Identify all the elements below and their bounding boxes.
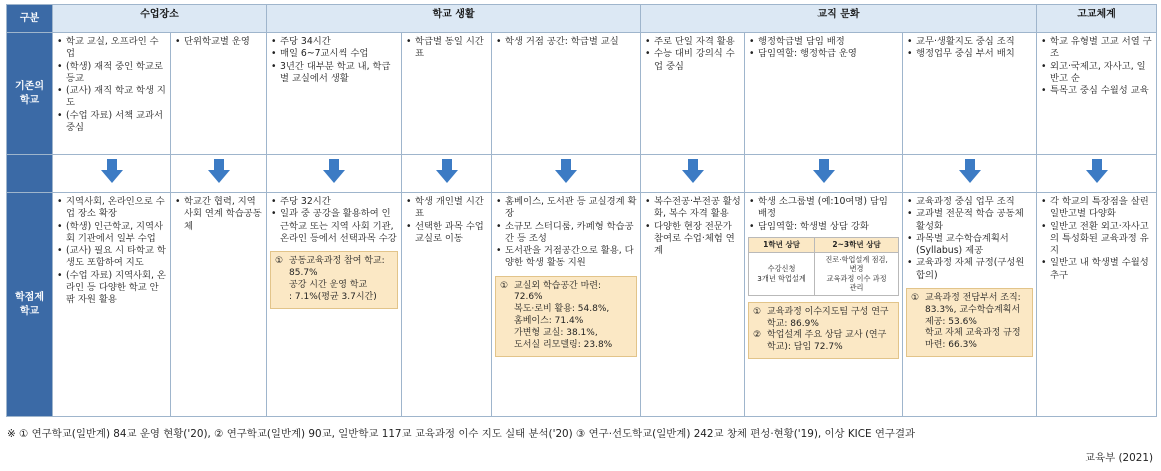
bullet-item: • 담임역할: 행정학급 운영 [748, 48, 899, 60]
bullet-list [495, 196, 637, 270]
box-number: ② [753, 330, 762, 341]
down-arrow-icon [555, 159, 577, 183]
bullet-item: • 일반고 내 학생별 수월성 추구 [1040, 257, 1153, 282]
bullet-list [1040, 196, 1153, 282]
bullet-item: • (수업 자료) 서책 교과서 중심 [56, 110, 167, 135]
bullet-list [174, 196, 263, 233]
after-cell [492, 193, 641, 417]
subtable-cell-grade1 [749, 252, 815, 295]
subtable-cell-grade23 [815, 252, 899, 295]
header-col-classroom: 수업장소 [53, 5, 267, 33]
subtable-text-grade1: 수강신청 3개년 학업설계 [757, 264, 806, 283]
bullet-item: • 학생 거점 공간: 학급별 교실 [495, 36, 637, 48]
arrow-cell [171, 155, 267, 193]
bullet-item: • 수능 대비 강의식 수업 중심 [644, 48, 741, 73]
box-line: 학업설계 주요 상담 교사 (연구학교): 담임 72.7% [767, 330, 887, 353]
arrow-cell [53, 155, 171, 193]
bullet-item: • 소규모 스터디룸, 카페형 학습공간 등 조성 [495, 221, 637, 246]
bullet-item: • 일과 중 공강을 활용하여 인근학교 또는 지역 사회 기관, 온라인 등에서 선택과목 수강 [270, 208, 398, 245]
row-label-before [7, 33, 53, 155]
before-cell [492, 33, 641, 155]
bullet-list [906, 196, 1033, 282]
box-line: 교실외 학습공간 마련: 72.6% [514, 280, 602, 303]
before-cell [402, 33, 492, 155]
bullet-item: • (교사) 재직 학교 학생 지도 [56, 85, 167, 110]
box-number: ① [500, 280, 509, 291]
bullet-list [174, 36, 263, 48]
box-line: 도서실 리모델링: 23.8% [514, 339, 613, 350]
row-label-before-text: 기존의 학교 [15, 81, 44, 106]
arrow-row [7, 155, 1157, 193]
after-cell [745, 193, 903, 417]
source-citation: 교육부 (2021) [1085, 452, 1153, 464]
bullet-item: • 지역사회, 온라인으로 수업 장소 확장 [56, 196, 167, 221]
bullet-list [270, 196, 398, 245]
after-cell [267, 193, 402, 417]
box-number: ① [275, 256, 284, 267]
bullet-item: • 주당 32시간 [270, 196, 398, 208]
bullet-item: • 담임역할: 학생별 상담 강화 [748, 221, 899, 233]
bullet-list [644, 36, 741, 73]
down-arrow-icon [101, 159, 123, 183]
header-col-school-life: 학교 생활 [267, 5, 641, 33]
down-arrow-icon [682, 159, 704, 183]
after-cell [53, 193, 171, 417]
bullet-item: • (학생) 재적 중인 학교로 등교 [56, 61, 167, 86]
comparison-table [6, 4, 1157, 417]
box-line: 교육과정 이수지도팀 구성 연구학교: 86.9% [767, 306, 889, 329]
after-cell [171, 193, 267, 417]
down-arrow-icon [208, 159, 230, 183]
bullet-item: • 교과별 전문적 학습 공동체 활성화 [906, 208, 1033, 233]
bullet-item: • 선택한 과목 수업 교실로 이동 [405, 221, 488, 246]
after-cell [1037, 193, 1157, 417]
bullet-item: • 각 학교의 특장점을 살린 일반고별 다양화 [1040, 196, 1153, 221]
stat-box [748, 302, 899, 360]
bullet-item: • 일반고 전환 외고·자사고의 특성화된 교육과정 유지 [1040, 221, 1153, 258]
down-arrow-icon [1086, 159, 1108, 183]
arrow-cell [1037, 155, 1157, 193]
after-row [7, 193, 1157, 417]
comparison-table-wrap [6, 4, 1156, 417]
bullet-item: • 3년간 대부분 학교 내, 학급별 교실에서 생활 [270, 61, 398, 86]
arrow-cell [402, 155, 492, 193]
bullet-item: • 복수전공·부전공 활성화, 복수 자격 활용 [644, 196, 741, 221]
arrow-row-label [7, 155, 53, 193]
bullet-list [270, 36, 398, 85]
bullet-item: • 학생 소그룹별 (예:10여명) 담임 배정 [748, 196, 899, 221]
bullet-item: • 매일 6~7교시씩 수업 [270, 48, 398, 60]
down-arrow-icon [813, 159, 835, 183]
before-cell [745, 33, 903, 155]
bullet-list [748, 196, 899, 233]
bullet-item: • 외고·국제고, 자사고, 일반고 순 [1040, 61, 1153, 86]
box-line: 복도·로비 활용: 54.8%, [514, 304, 610, 315]
bullet-item: • 학교간 협력, 지역사회 연계 학습공동체 [174, 196, 263, 233]
down-arrow-icon [959, 159, 981, 183]
after-cell [903, 193, 1037, 417]
header-col-teacher-culture: 교직 문화 [641, 5, 1037, 33]
arrow-cell [903, 155, 1037, 193]
bullet-list [56, 196, 167, 306]
bullet-list [748, 36, 899, 61]
bullet-item: • 단위학교별 운영 [174, 36, 263, 48]
bullet-item: • 교육과정 자체 규정(구성원 합의) [906, 257, 1033, 282]
bullet-list [405, 36, 488, 61]
counseling-subtable [748, 237, 899, 296]
bullet-item: • (학생) 인근학교, 지역사회 기관에서 일부 수업 [56, 221, 167, 246]
bullet-item: • 행정업무 중심 부서 배치 [906, 48, 1033, 60]
box-line: 공강 시간 운영 학교 [289, 279, 368, 290]
header-col-high-school-system: 고교체계 [1037, 5, 1157, 33]
arrow-cell [492, 155, 641, 193]
bullet-list [1040, 36, 1153, 97]
bullet-item: • 도서관을 거점공간으로 활용, 다양한 학생 활동 지원 [495, 245, 637, 270]
bullet-item: • 학생 개인별 시간표 [405, 196, 488, 221]
box-line: : 7.1%(평균 3.7시간) [289, 291, 377, 302]
stat-box [906, 288, 1033, 357]
bullet-item: • 교육과정 중심 업무 조직 [906, 196, 1033, 208]
bullet-list [405, 196, 488, 245]
bullet-item: • 과목별 교수학습계획서(Syllabus) 제공 [906, 233, 1033, 258]
after-cell [641, 193, 745, 417]
before-cell [903, 33, 1037, 155]
arrow-cell [267, 155, 402, 193]
bullet-list [644, 196, 741, 257]
stat-box [495, 276, 637, 357]
bullet-item: • 학급별 동일 시간표 [405, 36, 488, 61]
before-cell [267, 33, 402, 155]
bullet-item: • 주당 34시간 [270, 36, 398, 48]
arrow-cell [641, 155, 745, 193]
bullet-item: • 특목고 중심 수월성 교육 [1040, 85, 1153, 97]
bullet-item: • 행정학급별 담임 배정 [748, 36, 899, 48]
row-label-after-text: 학점제 학교 [15, 292, 44, 317]
row-label-after [7, 193, 53, 417]
subtable-text-grade23: 진로·학업설계 점검, 변경 교육과정 이수 과정 관리 [825, 254, 888, 293]
box-line: 교육과정 전담부서 조직: 83.3%, 교수학습계획서 제공: 53.6% [925, 292, 1021, 327]
bullet-list [495, 36, 637, 48]
subtable-header-grade23: 2~3학년 상담 [815, 237, 899, 252]
box-line: 공동교육과정 참여 학교: 85.7% [289, 256, 385, 278]
box-number: ① [911, 292, 920, 303]
header-row [7, 5, 1157, 33]
stat-box [270, 251, 398, 309]
bullet-item: • 홈베이스, 도서관 등 교실경계 확장 [495, 196, 637, 221]
bullet-list [906, 36, 1033, 61]
before-row [7, 33, 1157, 155]
bullet-item: • (수업 자료) 지역사회, 온라인 등 다양한 학교 안팎 자원 활용 [56, 270, 167, 307]
box-line: 학교 자체 교육과정 규정 마련: 66.3% [925, 328, 1021, 351]
bullet-item: • 주로 단일 자격 활용 [644, 36, 741, 48]
down-arrow-icon [323, 159, 345, 183]
bullet-item: • 다양한 현장 전문가 참여로 수업·체험 연계 [644, 221, 741, 258]
before-cell [53, 33, 171, 155]
before-cell [1037, 33, 1157, 155]
box-number: ① [753, 306, 762, 317]
box-line: 가변형 교실: 38.1%, [514, 328, 598, 339]
footnote: ※ ① 연구학교(일반계) 84교 운영 현황('20), ② 연구학교(일반계) 90교, 일반학교 117교 교육과정 이수 지도 실태 분석('20) ③ 연구·선도학교(일반계) 242교 창체 편성·현황('19), 이상 KICE 연구결과 [7, 428, 916, 440]
arrow-cell [745, 155, 903, 193]
bullet-item: • (교사) 필요 시 타학교 학생도 포함하여 지도 [56, 245, 167, 270]
after-cell [402, 193, 492, 417]
down-arrow-icon [436, 159, 458, 183]
before-cell [171, 33, 267, 155]
before-cell [641, 33, 745, 155]
bullet-item: • 학교 유형별 고교 서열 구조 [1040, 36, 1153, 61]
bullet-item: • 학교 교실, 오프라인 수업 [56, 36, 167, 61]
bullet-list [56, 36, 167, 134]
header-label: 구분 [7, 5, 53, 33]
subtable-header-grade1: 1학년 상담 [749, 237, 815, 252]
bullet-item: • 교무·생활지도 중심 조직 [906, 36, 1033, 48]
box-line: 홈베이스: 71.4% [514, 316, 584, 327]
